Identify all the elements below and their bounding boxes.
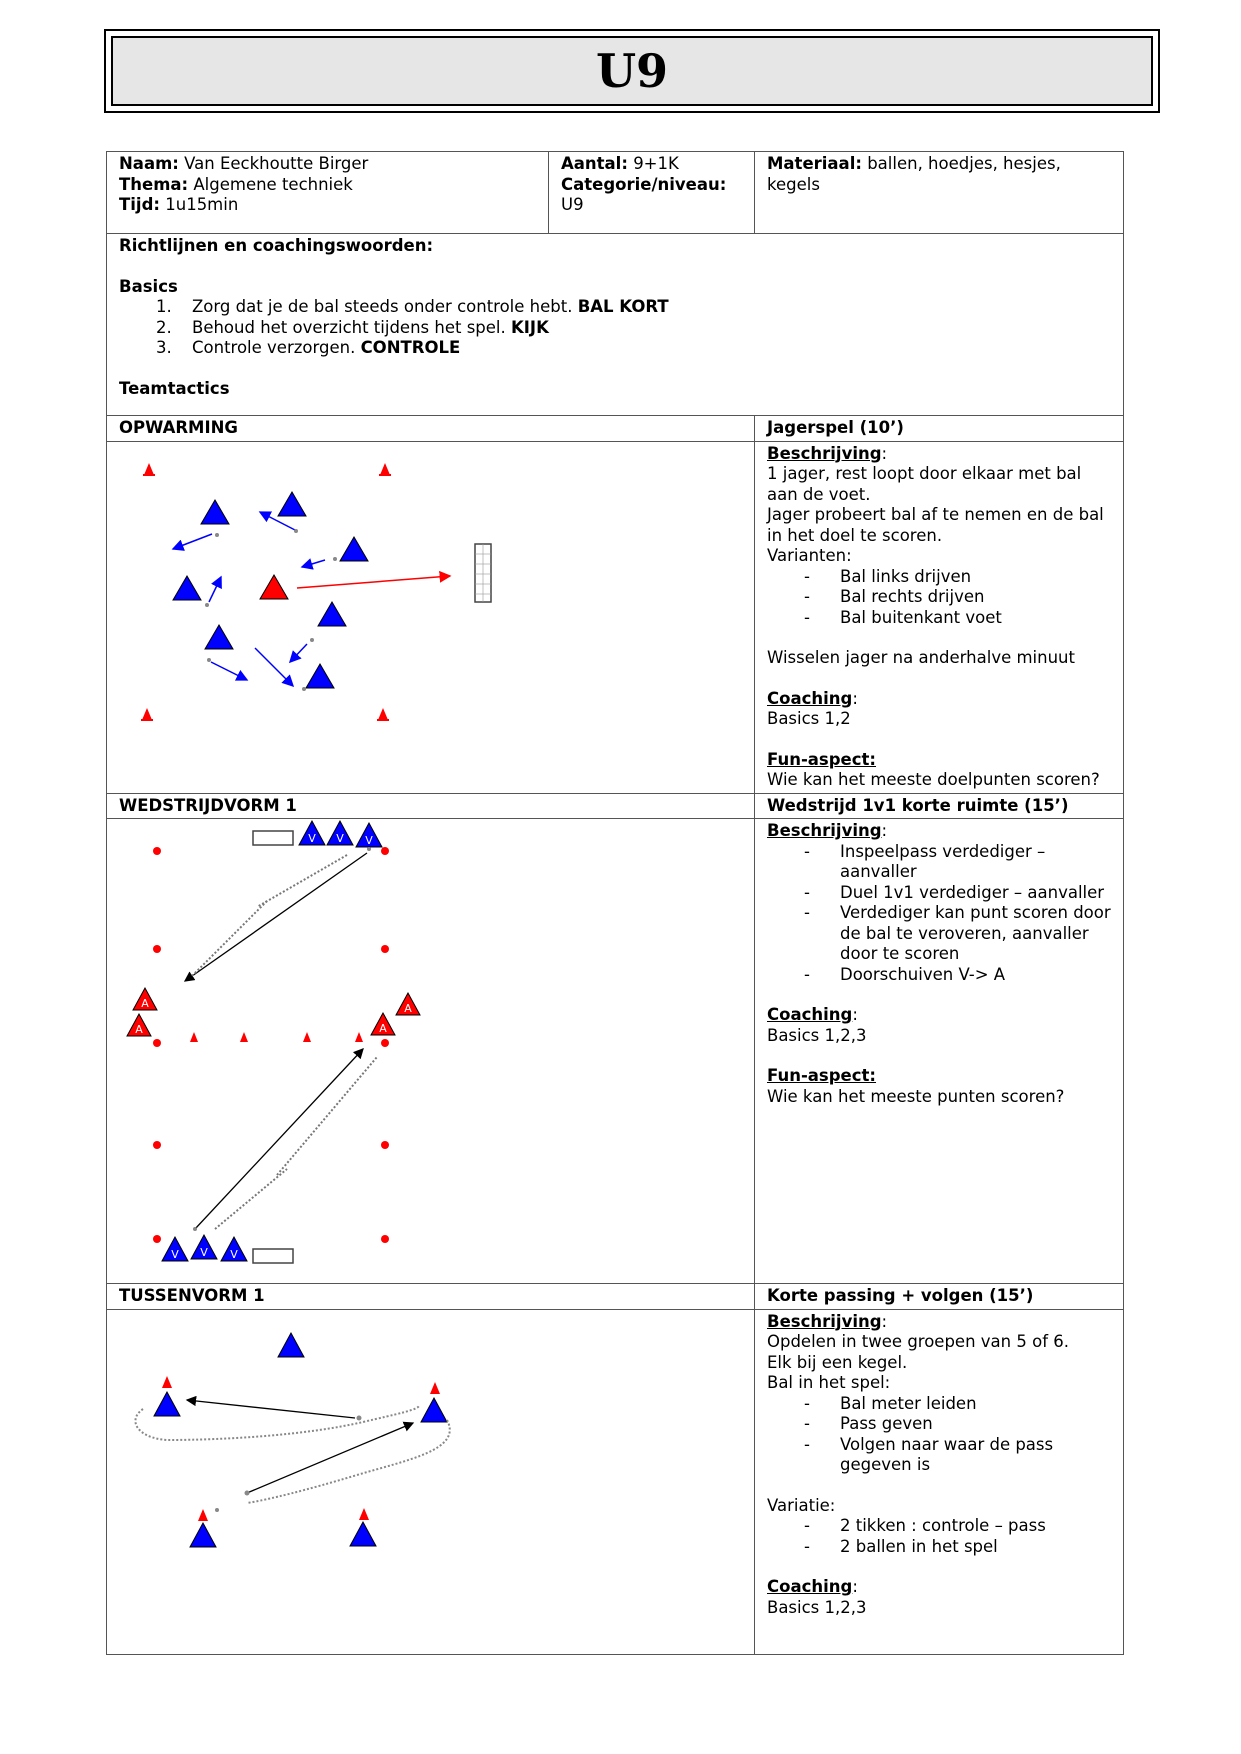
hunter-icon — [260, 575, 288, 599]
aantal-label: Aantal: — [561, 154, 628, 173]
section-type: OPWARMING — [107, 416, 755, 442]
description-cell: Beschrijving: 1 jager, rest loopt door elkaar met bal aan de voet. Jager probeert bal af te nemen en de bal in het doel te scoren. Varianten: - Bal links drijven - Bal rechts drijven - Bal buitenkant voet Wisselen jager na anderhalve minuut Coaching: Basics 1,2 Fun-aspect: Wie kan het meeste doelpunten scoren? — [755, 441, 1124, 793]
fun-label: Fun-aspect: — [767, 749, 877, 769]
wedstrijd-diagram — [107, 819, 587, 1283]
description-cell: Beschrijving: Opdelen in twee groepen van 5 of 6. Elk bij een kegel. Bal in het spel: - Bal meter leiden - Pass geven - Volgen naar waar de pass gegeven is Variatie: - 2 tikken : controle – pass - 2 ballen in het spel Coaching: Basics 1,2,3 — [755, 1309, 1124, 1654]
description-line: 1 jager, rest loopt door elkaar met bal aan de voet. — [767, 464, 1082, 504]
defender-label: V — [171, 1248, 179, 1261]
section-type: WEDSTRIJDVORM 1 — [107, 793, 755, 819]
goal-icon — [253, 1249, 293, 1263]
defender-label: V — [200, 1246, 208, 1259]
defender-labels — [171, 832, 373, 1261]
bullet-item: - Verdediger kan punt scoren door de bal te veroveren, aanvaller door te scoren — [767, 903, 1111, 965]
bullet-item: - Doorschuiven V-> A — [767, 965, 1111, 986]
basics-text: Behoud het overzicht tijdens het spel. — [192, 317, 511, 337]
thema-value: Algemene techniek — [193, 174, 353, 194]
basics-num: 2. — [156, 317, 172, 337]
coaching-label: Coaching — [767, 688, 853, 708]
section-body-row — [107, 819, 1124, 1284]
basics-keyword: CONTROLE — [360, 338, 461, 357]
page-title: U9 — [595, 44, 669, 98]
pass-arrow — [187, 1400, 355, 1418]
passing-diagram — [107, 1310, 587, 1654]
coaching-value: Basics 1,2 — [767, 709, 851, 728]
bullet-item: - Pass geven — [767, 1414, 1111, 1435]
materiaal-value: ballen, hoedjes, hesjes, kegels — [767, 154, 1061, 194]
training-table — [106, 151, 1124, 1655]
bullet-item: - Bal buitenkant voet — [767, 608, 1111, 629]
aantal-value: 9+1K — [633, 154, 679, 173]
attacker-label: A — [135, 1023, 143, 1036]
categorie-value: U9 — [561, 195, 584, 214]
diagram-cell — [107, 441, 755, 793]
basics-keyword: KIJK — [511, 317, 549, 337]
diagram-cell — [107, 1309, 755, 1654]
bullet-item: - Bal links drijven — [767, 567, 1111, 588]
guidelines-cell — [107, 234, 1124, 416]
defender-label: V — [230, 1248, 238, 1261]
goal-icon — [253, 831, 293, 845]
header-cell-materiaal — [755, 152, 1124, 234]
defender-label: V — [336, 832, 344, 845]
basics-item — [119, 318, 1111, 339]
variatie-item: - 2 tikken : controle – pass — [767, 1516, 1111, 1537]
diagram-cell — [107, 819, 755, 1284]
coaching-label: Coaching — [767, 1577, 853, 1596]
fun-label: Fun-aspect: — [767, 1066, 877, 1085]
description-line: Jager probeert bal af te nemen en de bal in het doel te scoren. — [767, 505, 1104, 545]
coaching-label: Coaching — [767, 1005, 853, 1024]
beschrijving-label: Beschrijving — [767, 443, 882, 463]
defender-label: V — [308, 832, 316, 845]
header-cell-aantal — [549, 152, 755, 234]
defender-label: V — [365, 834, 373, 847]
tijd-label: Tijd: — [119, 195, 160, 214]
description-line: Opdelen in twee groepen van 5 of 6. — [767, 1332, 1070, 1351]
materiaal-label: Materiaal: — [767, 154, 862, 173]
naam-label: Naam: — [119, 154, 179, 173]
beschrijving-label: Beschrijving — [767, 821, 882, 840]
basics-num: 1. — [156, 297, 172, 316]
attacker-label: A — [141, 997, 149, 1010]
jagerspel-diagram — [107, 442, 587, 764]
guidelines-row — [107, 234, 1124, 416]
description-line: Elk bij een kegel. — [767, 1352, 908, 1372]
basics-item — [119, 338, 1111, 359]
section-name: Wedstrijd 1v1 korte ruimte (15’) — [755, 793, 1124, 819]
section-name: Korte passing + volgen (15’) — [755, 1284, 1124, 1310]
bullet-item: - Volgen naar waar de pass gegeven is — [767, 1435, 1111, 1476]
header-cell-name — [107, 152, 549, 234]
coaching-value: Basics 1,2,3 — [767, 1025, 867, 1045]
fun-value: Wie kan het meeste doelpunten scoren? — [767, 770, 1100, 789]
ball-icons — [205, 529, 337, 691]
attacker-label: A — [404, 1002, 412, 1015]
tijd-value: 1u15min — [165, 195, 239, 214]
beschrijving-label: Beschrijving — [767, 1311, 882, 1331]
bullet-item: - Bal rechts drijven — [767, 587, 1111, 608]
bullet-item: - Duel 1v1 verdediger – aanvaller — [767, 883, 1111, 904]
shot-arrow — [297, 576, 450, 588]
pass-arrow — [195, 1049, 363, 1229]
thema-label: Thema: — [119, 174, 189, 194]
dribble-paths — [135, 1406, 449, 1503]
basics-keyword: BAL KORT — [577, 297, 669, 316]
section-header-row — [107, 1284, 1124, 1310]
attacker-icons — [127, 988, 420, 1036]
coaching-value: Basics 1,2,3 — [767, 1597, 867, 1617]
cone-icons — [190, 1032, 363, 1042]
description-cell: Beschrijving: - Inspeelpass verdediger – aanvaller - Duel 1v1 verdediger – aanvaller - Verdediger kan punt scoren door de bal te veroveren, aanvaller door te scoren - Doorschuiven V-> A Coaching: Basics 1,2,3 Fun-aspect: Wie kan het meeste punten scoren? — [755, 819, 1124, 1284]
cone-icons — [162, 1376, 440, 1521]
basics-heading: Basics — [119, 276, 178, 296]
section-body-row — [107, 441, 1124, 793]
teamtactics-heading: Teamtactics — [119, 378, 230, 398]
description-line: Wisselen jager na anderhalve minuut — [767, 648, 1075, 667]
basics-num: 3. — [156, 338, 172, 357]
attacker-labels — [135, 997, 412, 1036]
ball-icons — [215, 1415, 362, 1512]
guidelines-heading: Richtlijnen en coachingswoorden: — [119, 236, 434, 255]
section-type: TUSSENVORM 1 — [107, 1284, 755, 1310]
section-header-row — [107, 416, 1124, 442]
title-inner — [111, 36, 1153, 106]
basics-item — [119, 297, 1111, 318]
fun-value: Wie kan het meeste punten scoren? — [767, 1086, 1065, 1106]
pass-arrow — [185, 853, 367, 981]
naam-value: Van Eeckhoutte Birger — [184, 154, 369, 173]
header-row — [107, 152, 1124, 234]
bullet-item: - Inspeelpass verdediger – aanvaller — [767, 842, 1111, 883]
basics-text: Controle verzorgen. — [192, 338, 361, 357]
bullet-item: - Bal meter leiden — [767, 1394, 1111, 1415]
description-line: Bal in het spel: — [767, 1373, 891, 1392]
description-line: Varianten: — [767, 546, 852, 565]
section-name: Jagerspel (10’) — [755, 416, 1124, 442]
section-body-row — [107, 1309, 1124, 1654]
title-box — [104, 29, 1160, 113]
categorie-label: Categorie/niveau: — [561, 174, 727, 194]
basics-text: Zorg dat je de bal steeds onder controle hebt. — [192, 297, 578, 316]
variatie-label: Variatie: — [767, 1495, 836, 1515]
attacker-label: A — [379, 1022, 387, 1035]
variatie-item: - 2 ballen in het spel — [767, 1537, 1111, 1558]
ball-icons — [193, 847, 371, 1231]
section-header-row — [107, 793, 1124, 819]
